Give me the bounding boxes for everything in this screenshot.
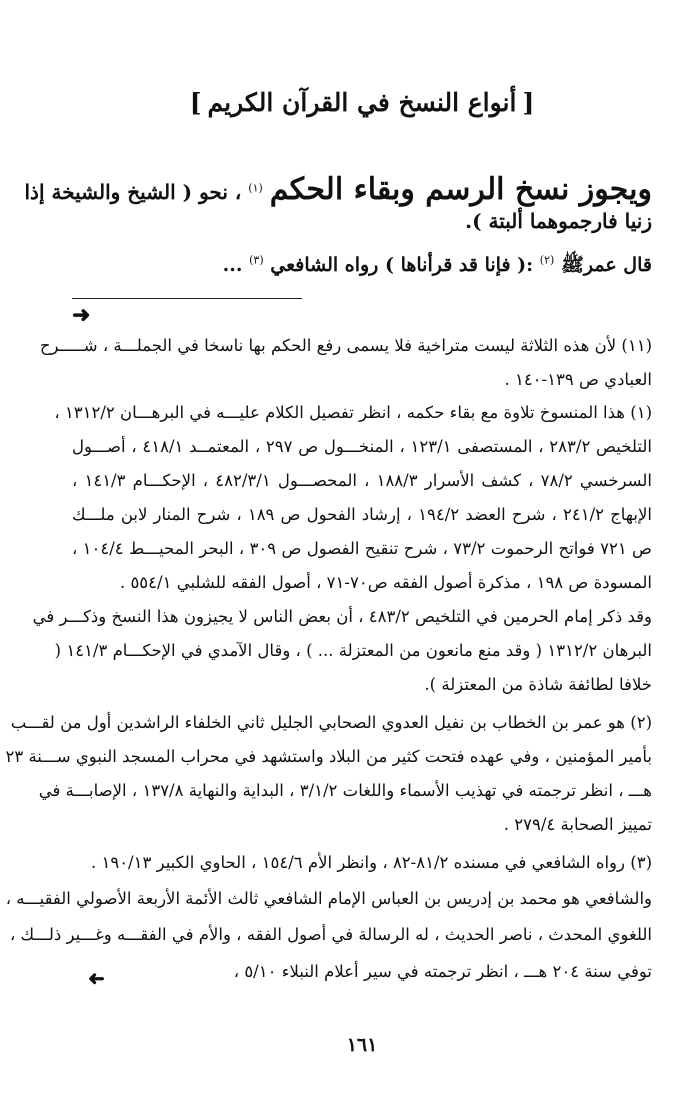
footnote-line: (٣) رواه الشافعي في مسنده ٨١/٢-٨٢ ، وانظر الأم ١٥٤/٦ ، الحاوي الكبير ١٩٠/١٣ .	[90, 853, 652, 872]
footnote-line: التلخيص ٢٨٣/٢ ، المستصفى ١٢٣/١ ، المنخـــول ص ٢٩٧ ، المعتمــد ٤١٨/١ ، أصـــول	[72, 437, 652, 456]
title-text: أنواع النسخ في القرآن الكريم	[207, 88, 517, 117]
footnote-line: ص ٧٢١ فواتح الرحموت ٧٣/٢ ، شرح تنقيح الفصول ص ٣٠٩ ، البحر المحيـــط ١٠٤/٤ ،	[72, 539, 652, 558]
page-number: ١٦١	[346, 1034, 378, 1056]
footnote-ref-1: (١)	[248, 181, 263, 195]
footnote-line: البرهان ١٣١٢/٢ ( وقد منع مانعون من المعتزلة ... ) ، وقال الآمدي في الإحكـــام ١٤١/٣ (	[54, 641, 652, 660]
main-emphasis: ويجوز نسخ الرسم وبقاء الحكم	[269, 172, 652, 207]
main-line-3-end: ...	[222, 254, 243, 276]
main-line-3-start: قال عمر	[583, 254, 652, 276]
footnote-line: هـــ ، انظر ترجمته في تهذيب الأسماء واللغات ٣/١/٢ ، البداية والنهاية ١٣٧/٨ ، الإصابـــة في	[38, 781, 652, 800]
footnote-ref-3: (٣)	[249, 253, 264, 267]
footnote-line: (١) هذا المنسوخ تلاوة مع بقاء حكمه ، انظر تفصيل الكلام عليـــه في البرهـــان ١٣١٢/٢ ،	[54, 403, 652, 422]
honorific-symbol: ﷺ	[560, 254, 584, 276]
footnote-line: الإبهاج ٢٤١/٢ ، شرح العضد ١٩٤/٢ ، إرشاد الفحول ص ١٨٩ ، شرح المنار لابن ملـــك	[72, 505, 652, 524]
footnote-line: السرخسي ٧٨/٢ ، كشف الأسرار ١٨٨/٣ ، المحصـــول ٤٨٢/٣/١ ، الإحكـــام ١٤١/٣ ،	[72, 471, 652, 490]
footnote-line: والشافعي هو محمد بن إدريس بن العباس الإمام الشافعي ثالث الأئمة الأربعة الأصولي الفقيـــه ،	[5, 889, 652, 908]
footnote-line: (٢) هو عمر بن الخطاب بن نفيل العدوي الصحابي الجليل ثاني الخلفاء الراشدين أول من لقـــب	[10, 713, 652, 732]
footnote-line: بأمير المؤمنين ، وفي عهده فتحت كثير من البلاد واستشهد في محراب المسجد النبوي ســـنة ٢٣	[5, 747, 652, 766]
document-page	[5, 0, 652, 1110]
main-text-line-1	[24, 172, 652, 207]
main-line-3-mid: :( فإنا قد قرأناها ) رواه الشافعي	[270, 254, 534, 276]
footnote-line: اللغوي المحدث ، ناصر الحديث ، له الرسالة في أصول الفقه ، والأم في الفقـــه وغـــير ذلـــك ،	[9, 925, 652, 944]
main-text-line-2: زنيا فارجموهما ألبتة ).	[465, 209, 652, 233]
title-bracket-open: [	[522, 88, 535, 117]
footnote-line: المسودة ص ١٩٨ ، مذكرة أصول الفقه ص٧٠-٧١ ، أصول الفقه للشلبي ٥٥٤/١ .	[119, 573, 652, 592]
footnote-line: العبادي ص ١٣٩-١٤٠ .	[504, 370, 652, 389]
footnote-line: تمييز الصحابة ٢٧٩/٤ .	[503, 815, 652, 834]
footnote-line: توفي سنة ٢٠٤ هـــ ، انظر ترجمته في سير أعلام النبلاء ٥/١٠ ،	[233, 962, 652, 981]
footnote-separator	[72, 298, 302, 299]
footnote-line: خلافا لطائفة شاذة من المعتزلة ).	[424, 675, 652, 694]
main-line-1-rest: ، نحو ( الشيخ والشيخة إذا	[24, 180, 242, 204]
footnote-line: (١١) لأن هذه الثلاثة ليست متراخية فلا يسمى رفع الحكم بها ناسخا في الجملـــة ، شـــــرح	[39, 336, 652, 355]
main-text-line-3	[72, 253, 652, 281]
title-bracket-close: ]	[189, 88, 202, 117]
footnote-ref-2: (٢)	[539, 253, 555, 267]
continuation-arrow-icon: ➜	[72, 302, 91, 328]
section-title	[72, 88, 652, 117]
footnote-line: وقد ذكر إمام الحرمين في التلخيص ٤٨٣/٢ ، أن بعض الناس لا يجيزون هذا النسخ وذكـــر في	[32, 607, 652, 626]
next-page-arrow-icon: ➜	[88, 966, 105, 990]
